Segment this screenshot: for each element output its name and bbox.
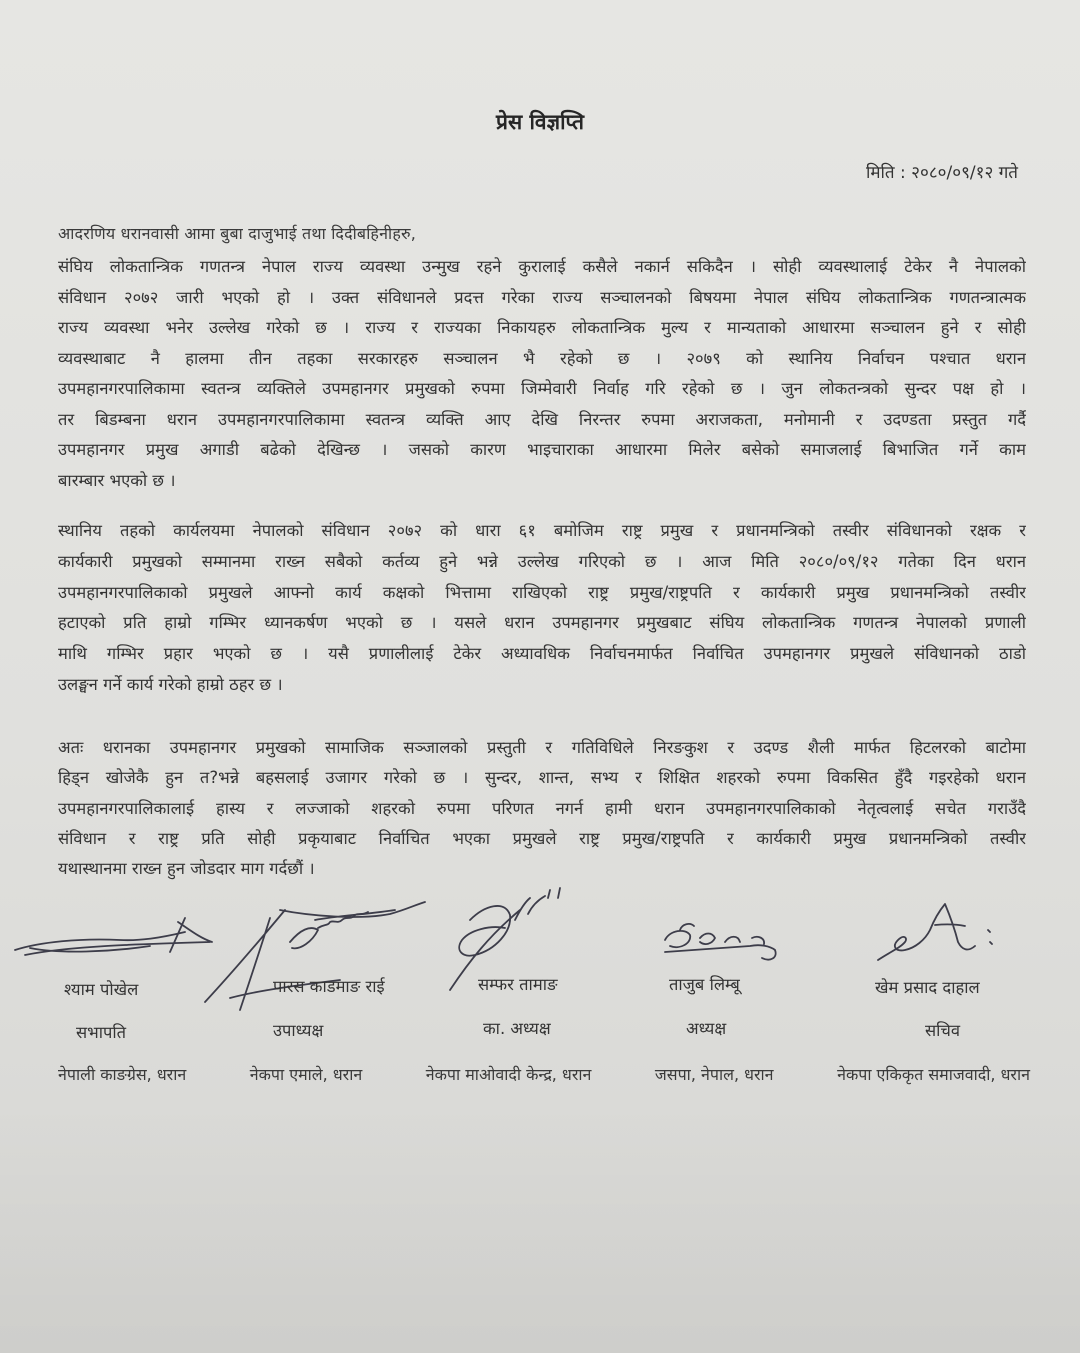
signatory-name: श्याम पोखेल — [64, 980, 139, 999]
paragraph-line: बारम्बार भएको छ । — [58, 470, 176, 490]
signatory-name: पारस काडमाङ राई — [273, 977, 385, 996]
paragraph-line: उपमहानगरपालिकामा स्वतन्त्र व्यक्तिले उपमहानगर प्रमुखको रुपमा जिम्मेवारी निर्वाह गरि रहेको छ । जुन लोकतन्त्रको सुन्दर पक्ष हो । — [58, 379, 1026, 398]
handwritten-signatures-drawing — [0, 880, 1080, 1030]
document-title: प्रेस विज्ञप्ति — [496, 110, 584, 134]
paragraph-line: यथास्थानमा राख्न हुन जोडदार माग गर्दछौं । — [58, 859, 315, 879]
signatory-role: अध्यक्ष — [686, 1019, 727, 1038]
paragraph-2 — [58, 516, 1026, 701]
paragraph-line: कार्यकारी प्रमुखको सम्मानमा राख्न सबैको कर्तव्य हुने भन्ने उल्लेख गरिएको छ । आज मिति २०८०/०९/१२ गतेका दिन धरान — [58, 551, 1026, 571]
party-name: नेकपा एमाले, धरान — [249, 1065, 363, 1084]
paragraph-line: माथि गम्भिर प्रहार भएको छ । यसै प्रणालीलाई टेकेर अध्यावधिक निर्वाचनमार्फत निर्वाचित उपमहानगर प्रमुखले संविधानको ठाडो — [58, 644, 1026, 664]
party-name: जसपा, नेपाल, धरान — [654, 1065, 774, 1084]
party-affiliations — [58, 1063, 1030, 1085]
paragraph-line: राज्य व्यवस्था भनेर उल्लेख गरेको छ । राज्य र राज्यका निकायहरु लोकतान्त्रिक मुल्य र मान्यताको आधारमा सञ्चालन हुने र सोही — [58, 318, 1026, 337]
party-name: नेकपा एकिकृत समाजवादी, धरान — [837, 1065, 1030, 1084]
paragraph-line: संघिय लोकतान्त्रिक गणतन्त्र नेपाल राज्य व्यवस्था उन्मुख रहने कुरालाई कसैले नकार्न सकिदैन । सोही व्यवस्थालाई टेकेर नै नेपालको — [58, 257, 1026, 276]
paragraph-line: उपमहानगरपालिकालाई हास्य र लज्जाको शहरको रुपमा परिणत नगर्न हामी धरान उपमहानगरपालिकाको नेतृत्वलाई सचेत गराउँदै — [58, 798, 1026, 818]
paragraph-line: हिड्न खोजेकै हुन त?भन्ने बहसलाई उजागर गरेको छ । सुन्दर, शान्त, सभ्य र शिक्षित शहरको रुपमा विकसित हुँदै गइरहेको धरान — [58, 768, 1026, 788]
paragraph-line: अतः धरानका उपमहानगर प्रमुखको सामाजिक सञ्जालको प्रस्तुती र गतिविधिले निरङकुश र उदण्ड शैली मार्फत हिटलरको बाटोमा — [58, 738, 1026, 757]
signatory-role: सचिव — [925, 1021, 961, 1040]
paragraph-line: व्यवस्थाबाट नै हालमा तीन तहका सरकारहरु सञ्चालन भै रहेको छ । २०७९ को स्थानिय निर्वाचन पश्चात धरान — [58, 348, 1026, 368]
signatory-role: का. अध्यक्ष — [483, 1019, 551, 1038]
paragraph-line: उलङ्घन गर्ने कार्य गरेको हाम्रो ठहर छ । — [58, 674, 283, 694]
paragraph-line: हटाएको प्रति हाम्रो गम्भिर ध्यानकर्षण भएको छ । यसले धरान उपमहानगर प्रमुखबाट संघिय लोकतान्त्रिक गणतन्त्र नेपालको प्रणाली — [58, 613, 1026, 633]
paragraph-line: उपमहानगर प्रमुख अगाडी बढेको देखिन्छ । जसको कारण भाइचाराका आधारमा मिलेर बसेको समाजलाई बिभाजित गर्ने काम — [58, 440, 1026, 459]
paper-shadow — [0, 1100, 1080, 1353]
paragraph-1 — [58, 252, 1026, 496]
paragraph-line: उपमहानगरपालिकाको प्रमुखले आफ्नो कार्य कक्षको भित्तामा राखिएको राष्ट्र प्रमुख/राष्ट्रपति र कार्यकारी प्रमुख प्रधानमन्त्रिको तस्वीर — [58, 582, 1026, 602]
document-date: मिति : २०८०/०९/१२ गते — [865, 163, 1018, 183]
paragraph-3 — [58, 733, 1026, 884]
signatory-name: ताजुब लिम्बू — [669, 975, 740, 994]
paragraph-line: संविधान र राष्ट्र प्रति सोही प्रकृयाबाट निर्वाचित भएका प्रमुखले राष्ट्र प्रमुख/राष्ट्रपति र कार्यकारी प्रमुख प्रधानमन्त्रिको तस्वीर — [58, 828, 1026, 848]
signatory-role: उपाध्यक्ष — [273, 1021, 324, 1040]
signatory-name: सम्फर तामाङ — [478, 975, 558, 994]
party-name: नेकपा माओवादी केन्द्र, धरान — [425, 1065, 592, 1084]
signatory-name: खेम प्रसाद दाहाल — [875, 978, 980, 997]
signatory-role: सभापति — [76, 1023, 127, 1042]
party-name: नेपाली काङग्रेस, धरान — [58, 1065, 187, 1084]
paragraph-line: स्थानिय तहको कार्यलयमा नेपालको संविधान २०७२ को धारा ६१ बमोजिम राष्ट्र प्रमुख र प्रधानमन्त्रिको तस्वीर संविधानको रक्षक र — [58, 521, 1026, 540]
salutation: आदरणिय धरानवासी आमा बुबा दाजुभाई तथा दिदीबहिनीहरु, — [58, 224, 417, 243]
paragraph-line: तर बिडम्बना धरान उपमहानगरपालिकामा स्वतन्त्र व्यक्ति आए देखि निरन्तर रुपमा अराजकता, मनोमानी र उदण्डता प्रस्तुत गर्दै — [58, 409, 1026, 429]
paragraph-line: संविधान २०७२ जारी भएको हो । उक्त संविधानले प्रदत्त गरेका राज्य सञ्चालनको बिषयमा नेपाल संघिय लोकतान्त्रिक गणतन्त्रात्मक — [58, 287, 1026, 307]
